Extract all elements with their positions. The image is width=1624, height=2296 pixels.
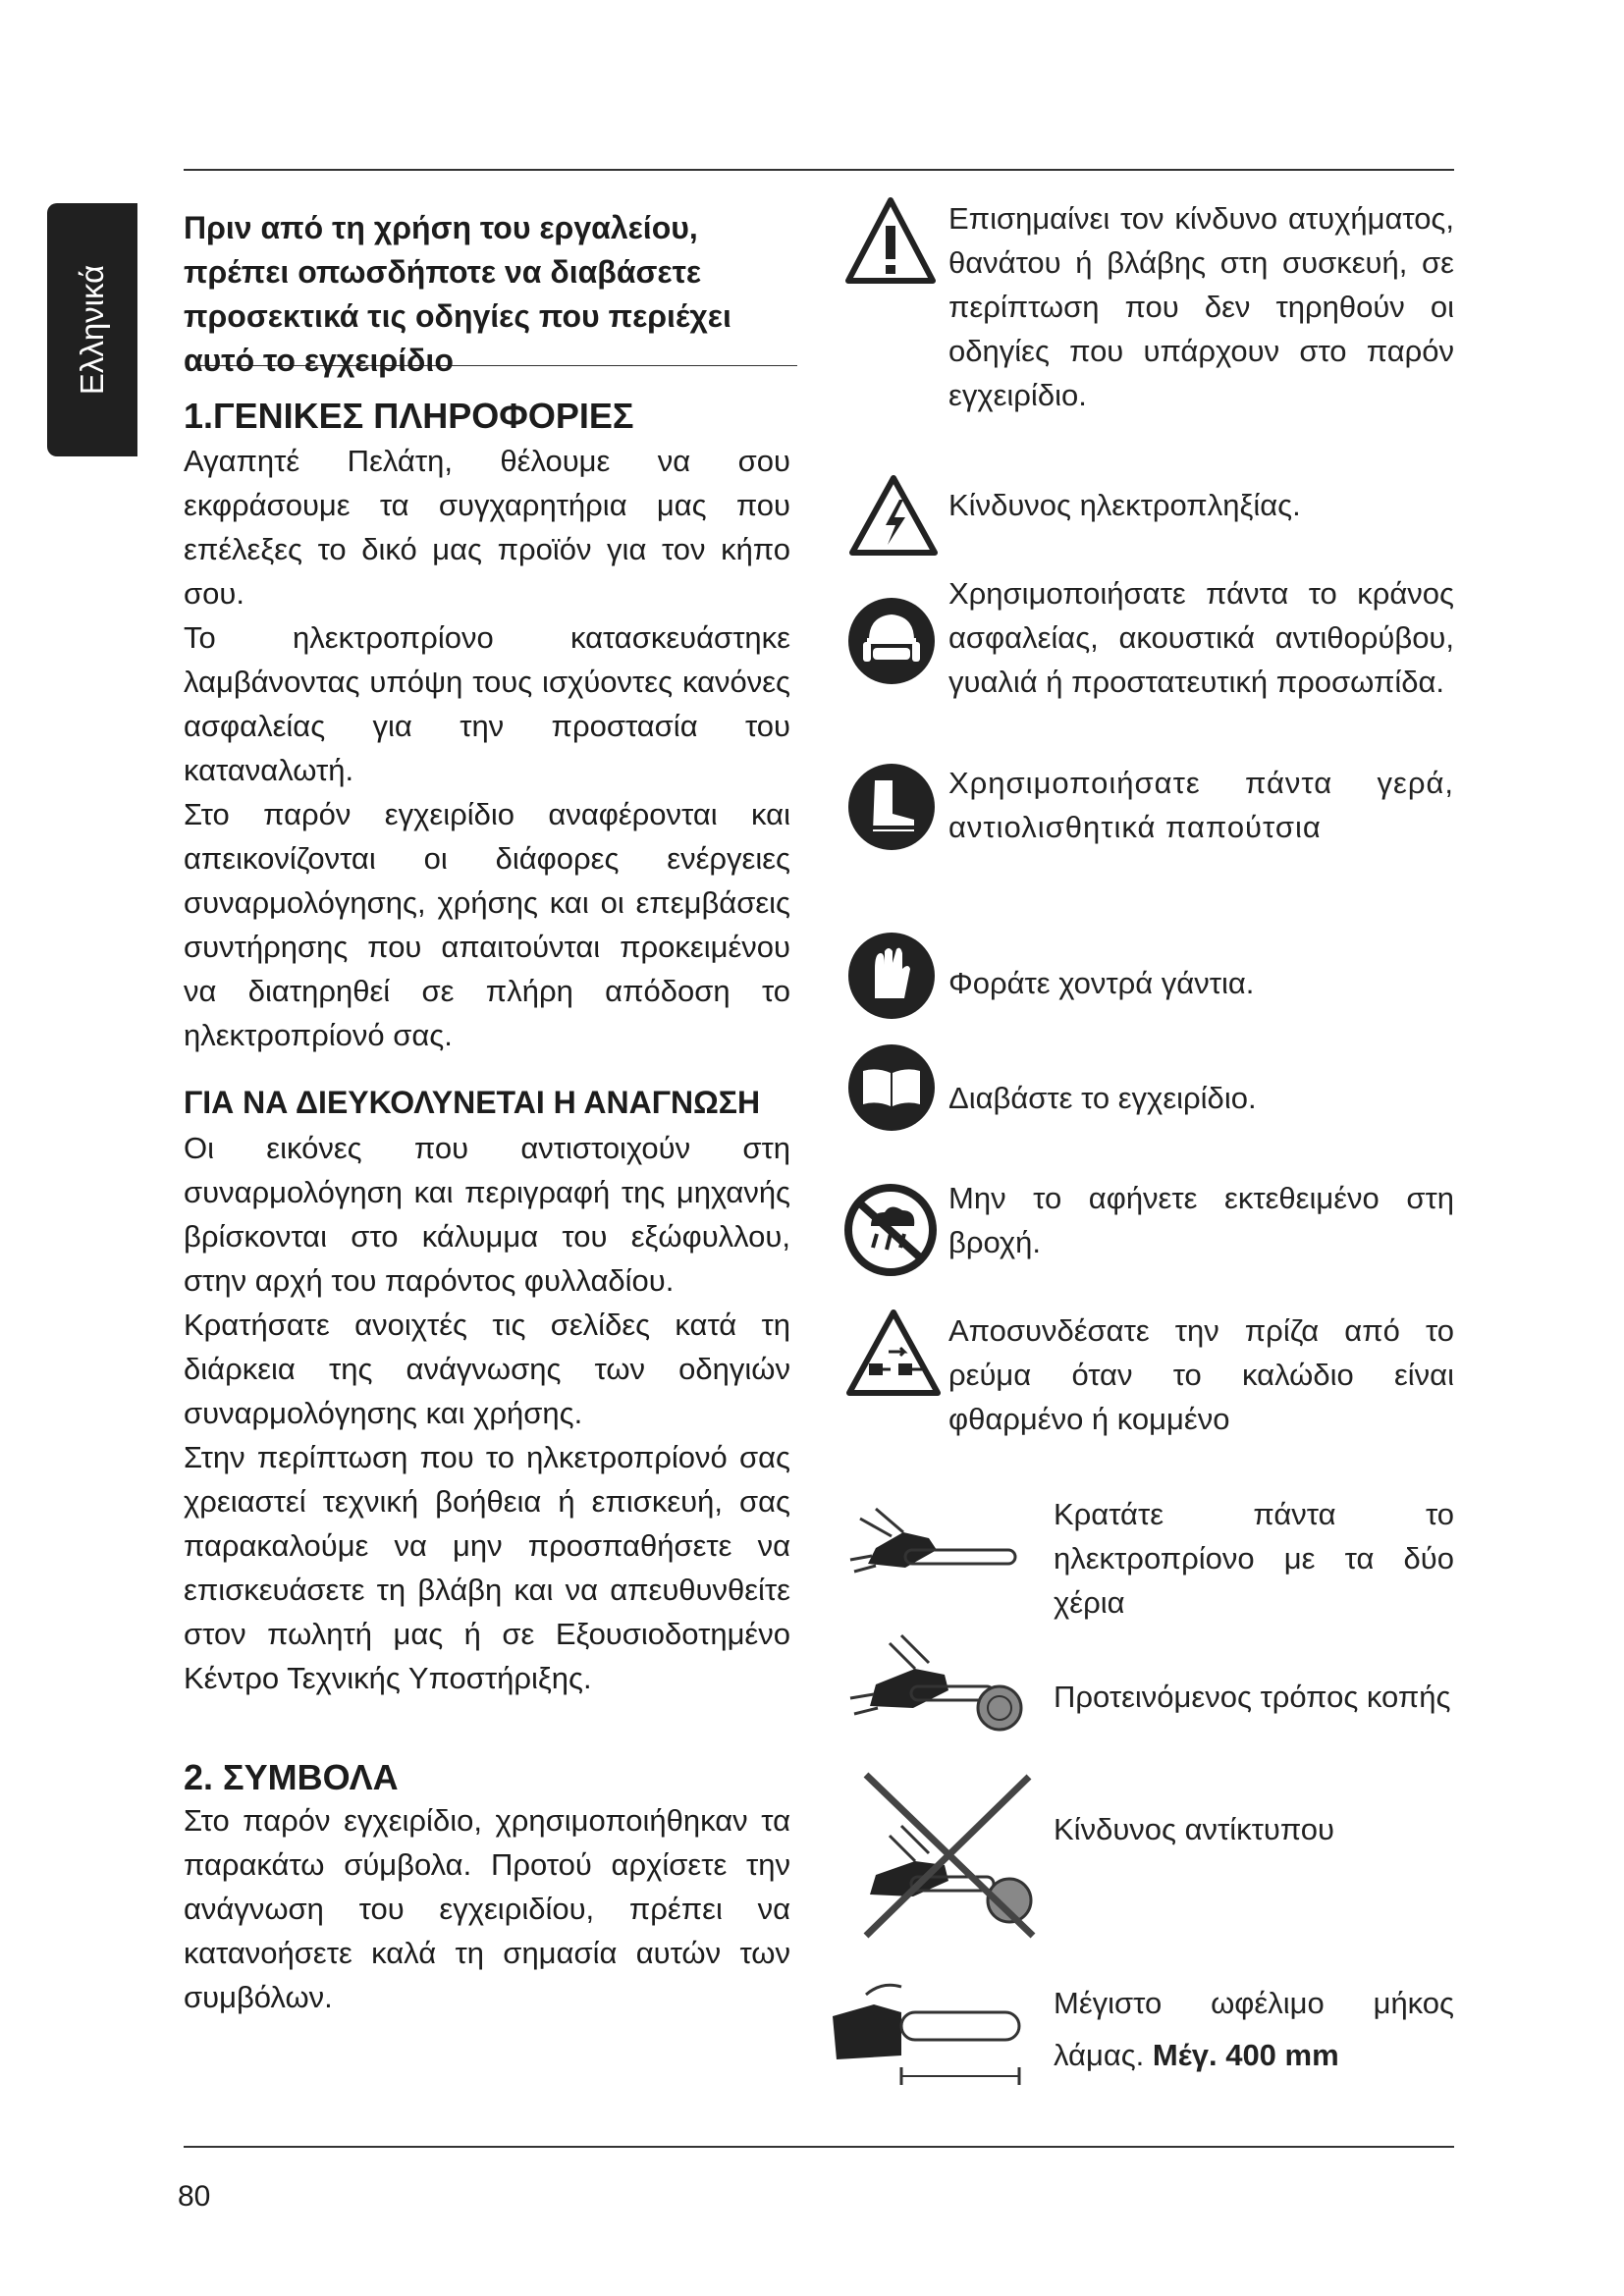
read-manual-icon bbox=[845, 1041, 938, 1134]
section-1-paragraph: Αγαπητέ Πελάτη, θέλουμε να σου εκφράσουμε τα συγχαρητήρια μας που επέλεξες το δικό μας προϊόν για τον κήπο σου. bbox=[184, 444, 790, 611]
correct-cutting-icon bbox=[846, 1629, 1043, 1737]
reading-paragraph: Οι εικόνες που αντιστοιχούν στη συναρμολόγηση και περιγραφή της μηχανής βρίσκονται στο κάλυμμα του εξώφυλλου, στην αρχή του παρόντος φυλλαδίου. bbox=[184, 1131, 790, 1298]
symbol-helmet-text: Χρησιμοποιήσατε πάντα το κράνος ασφαλείας, ακουστικά αντιθορύβου, γυαλιά ή προστατευτική προσωπίδα. bbox=[948, 576, 1454, 699]
language-tab bbox=[47, 203, 137, 456]
section-1-paragraph: Στο παρόν εγχειρίδιο αναφέρονται και απεικονίζονται οι διάφορες ενέργειες συναρμολόγησης, χρήσης και οι επεμβάσεις συντήρησης που απαιτούνται προκειμένου να διατηρηθεί σε πλήρη απόδοση το ηλεκτροπρίονό σας. bbox=[184, 797, 790, 1052]
symbol-warning-text: Επισημαίνει τον κίνδυνο ατυχήματος, θανάτου ή βλάβης στη συσκευή, σε περίπτωση που δεν τηρηθούν οι οδηγίες που υπάρχουν στο παρόν εγχειρίδιο. bbox=[948, 201, 1454, 412]
symbol-bar-length-text bbox=[1054, 1977, 1454, 2081]
symbol-two-hands-text: Κρατάτε πάντα το ηλεκτροπρίονο με τα δύο χέρια bbox=[1054, 1497, 1454, 1620]
symbol-unplug-text: Αποσυνδέσατε την πρίζα από το ρεύμα όταν το καλώδιο είναι φθαρμένο ή κομμένο bbox=[948, 1313, 1454, 1436]
gloves-icon bbox=[845, 930, 938, 1022]
symbol-rain-text: Μην το αφήνετε εκτεθειμένο στη βροχή. bbox=[948, 1181, 1454, 1259]
symbol-gloves-text: Φοράτε χοντρά γάντια. bbox=[948, 966, 1255, 1000]
bar-length-icon bbox=[823, 1965, 1029, 2093]
bar-length-max: Μέγ. 400 mm bbox=[1152, 2038, 1339, 2072]
symbol-kickback-text: Κίνδυνος αντίκτυπου bbox=[1054, 1812, 1334, 1846]
symbol-electric-text: Κίνδυνος ηλεκτροπληξίας. bbox=[948, 488, 1301, 522]
two-hands-chainsaw-icon bbox=[846, 1499, 1023, 1597]
intro-warning: Πριν από τη χρήση του εργαλείου, πρέπει οπωσδήποτε να διαβάσετε προσεκτικά τις οδηγίες που περιέχει αυτό το εγχειρίδιο bbox=[184, 210, 731, 378]
reading-paragraph: Κρατήσατε ανοιχτές τις σελίδες κατά τη διάρκεια της ανάγνωσης των οδηγιών συναρμολόγησης και χρήσης. bbox=[184, 1308, 790, 1430]
section-1-heading: 1.ΓΕΝΙΚΕΣ ΠΛΗΡΟΦΟΡΙΕΣ bbox=[184, 396, 634, 436]
top-rule bbox=[184, 169, 1454, 171]
warning-triangle-icon bbox=[844, 196, 937, 287]
reading-heading: ΓΙΑ ΝΑ ΔΙΕΥΚΟΛΥΝΕΤΑΙ Η ΑΝΑΓΝΩΣΗ bbox=[184, 1085, 761, 1120]
section-2-body: Στο παρόν εγχειρίδιο, χρησιμοποιήθηκαν τα παρακάτω σύμβολα. Προτού αρχίσετε την ανάγνωση του εγχειριδίου, πρέπει να κατανοήσετε καλά τη σημασία αυτών των συμβόλων. bbox=[184, 1803, 790, 2014]
symbol-manual-text: Διαβάστε το εγχειρίδιο. bbox=[948, 1081, 1257, 1115]
language-tab-label: Ελληνικά bbox=[74, 264, 110, 396]
symbol-cutting-text: Προτεινόμενος τρόπος κοπής bbox=[1054, 1680, 1451, 1714]
page-number: 80 bbox=[178, 2180, 211, 2213]
no-rain-icon bbox=[843, 1183, 938, 1277]
section-1-body bbox=[184, 439, 790, 1057]
section-1-paragraph: Το ηλεκτροπρίονο κατασκευάστηκε λαμβάνοντας υπόψη τους ισχύοντες κανόνες ασφαλείας για την προστασία του καταναλωτή. bbox=[184, 620, 790, 787]
symbol-boots-text: Χρησιμοποιήσατε πάντα γερά, αντιολισθητικά παπούτσια bbox=[948, 766, 1454, 844]
kickback-icon bbox=[846, 1767, 1043, 1944]
electric-shock-icon bbox=[848, 474, 939, 557]
reading-paragraph: Στην περίπτωση που το ηλκετροπρίονό σας χρειαστεί τεχνική βοήθεια ή επισκευή, σας παρακαλούμε να μην προσπαθήσετε να επισκευάσετε τη βλάβη και να απευθυνθείτε στον πωλητή μας ή σε Εξουσιοδοτημένο Κέντρο Τεχνικής Υποστήριξης. bbox=[184, 1440, 790, 1695]
safety-boots-icon bbox=[845, 761, 938, 853]
section-2-heading: 2. ΣΥΜΒΟΛΑ bbox=[184, 1757, 399, 1797]
bar-length-description: Μέγιστο ωφέλιμο μήκος λάμας. bbox=[1054, 1986, 1454, 2072]
helmet-goggles-icon bbox=[845, 595, 938, 687]
bottom-rule bbox=[184, 2146, 1454, 2148]
reading-body bbox=[184, 1126, 790, 1700]
unplug-icon bbox=[845, 1308, 942, 1399]
